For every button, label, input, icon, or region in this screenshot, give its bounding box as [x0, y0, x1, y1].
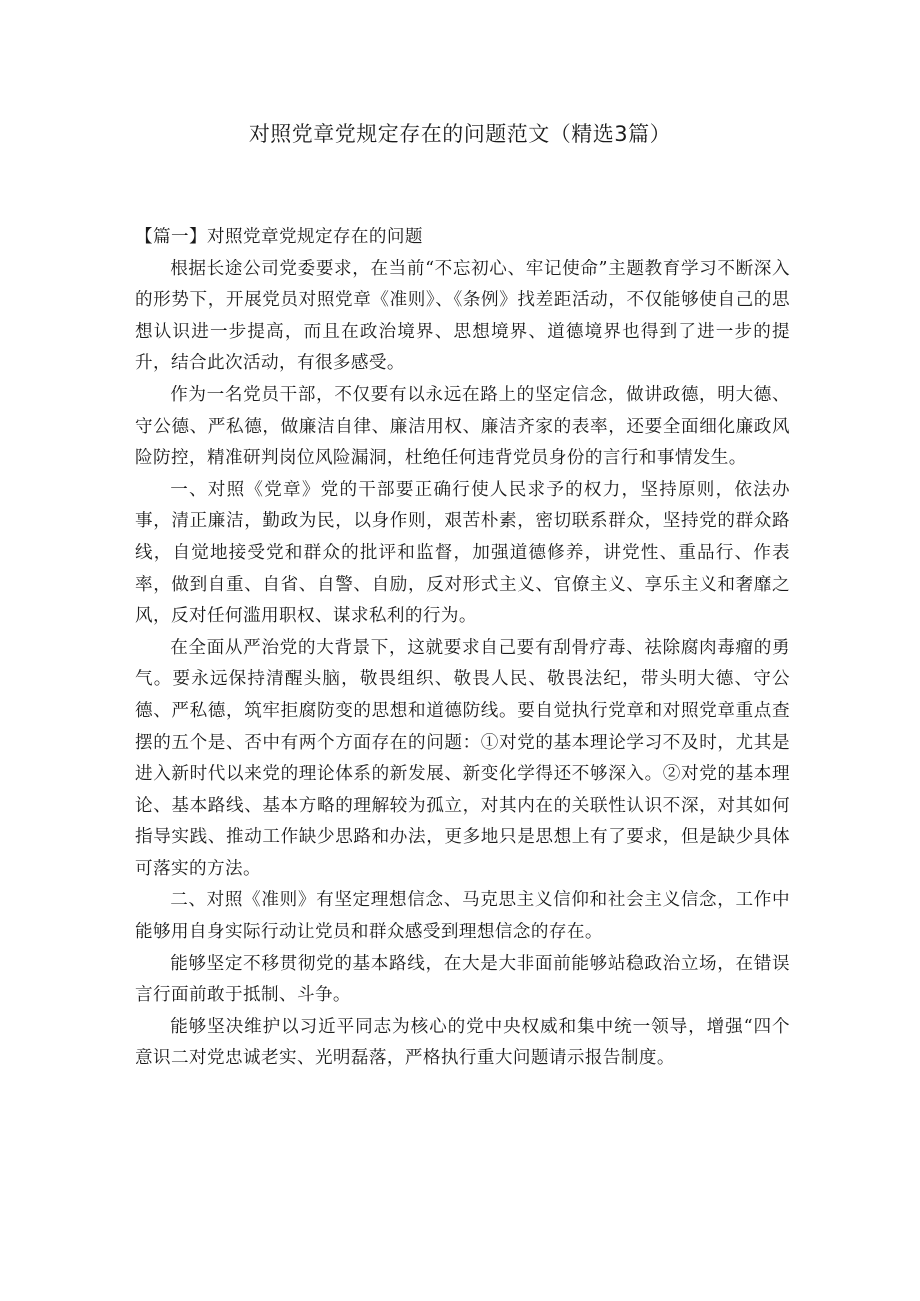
section-heading: 【篇一】对照党章党规定存在的问题	[135, 227, 423, 247]
paragraph-intro: 根据长途公司党委要求，在当前“不忘初心、牢记使命”主题教育学习不断深入的形势下，开展党员对照党章《准则》、《条例》找差距活动，不仅能够使自己的思想认识进一步提高，而且在政治境界、思想境界、道德境界也得到了进一步的提升，结合此次活动，有很多感受。	[135, 258, 790, 374]
paragraph-party-constitution: 一、对照《党章》党的干部要正确行使人民求予的权力，坚持原则，依法办事，清正廉洁，勤政为民，以身作则，艰苦朴素，密切联系群众，坚持党的群众路线，自觉地接受党和群众的批评和监督，加强道德修养，讲党性、重品行、作表率，做到自重、自省、自警、自励，反对形式主义、官僚主义、享乐主义和奢靡之风，反对任何滥用职权、谋求私利的行为。	[135, 479, 790, 627]
document-body	[135, 222, 790, 1075]
paragraph-party-cadre: 作为一名党员干部，不仅要有以永远在路上的坚定信念，做讲政德，明大德、守公德、严私德，做廉洁自律、廉洁用权、廉洁齐家的表率，还要全面细化廉政风险防控，精准研判岗位风险漏洞，杜绝任何违背党员身份的言行和事情发生。	[135, 384, 790, 469]
paragraph-guidelines: 二、对照《准则》有坚定理想信念、马克思主义信仰和社会主义信念，工作中能够用自身实际行动让党员和群众感受到理想信念的存在。	[135, 890, 790, 943]
paragraph-central-authority: 能够坚决维护以习近平同志为核心的党中央权威和集中统一领导，增强“四个意识二对党忠诚老实、光明磊落，严格执行重大问题请示报告制度。	[135, 1016, 790, 1069]
paragraph-basic-line: 能够坚定不移贯彻党的基本路线，在大是大非面前能够站稳政治立场，在错误言行面前敢于抵制、斗争。	[135, 953, 790, 1006]
document-title: 对照党章党规定存在的问题范文（精选3篇）	[248, 122, 672, 146]
paragraph-strict-governance: 在全面从严治党的大背景下，这就要求自己要有刮骨疗毒、祛除腐肉毒瘤的勇气。要永远保持清醒头脑，敬畏组织、敬畏人民、敬畏法纪，带头明大德、守公德、严私德，筑牢拒腐防变的思想和道德防线。要自觉执行党章和对照党章重点查摆的五个是、否中有两个方面存在的问题：①对党的基本理论学习不及时，尤其是进入新时代以来党的理论体系的新发展、新变化学得还不够深入。②对党的基本理论、基本路线、基本方略的理解较为孤立，对其内在的关联性认识不深，对其如何指导实践、推动工作缺少思路和办法，更多地只是思想上有了要求，但是缺少具体可落实的方法。	[135, 637, 790, 879]
